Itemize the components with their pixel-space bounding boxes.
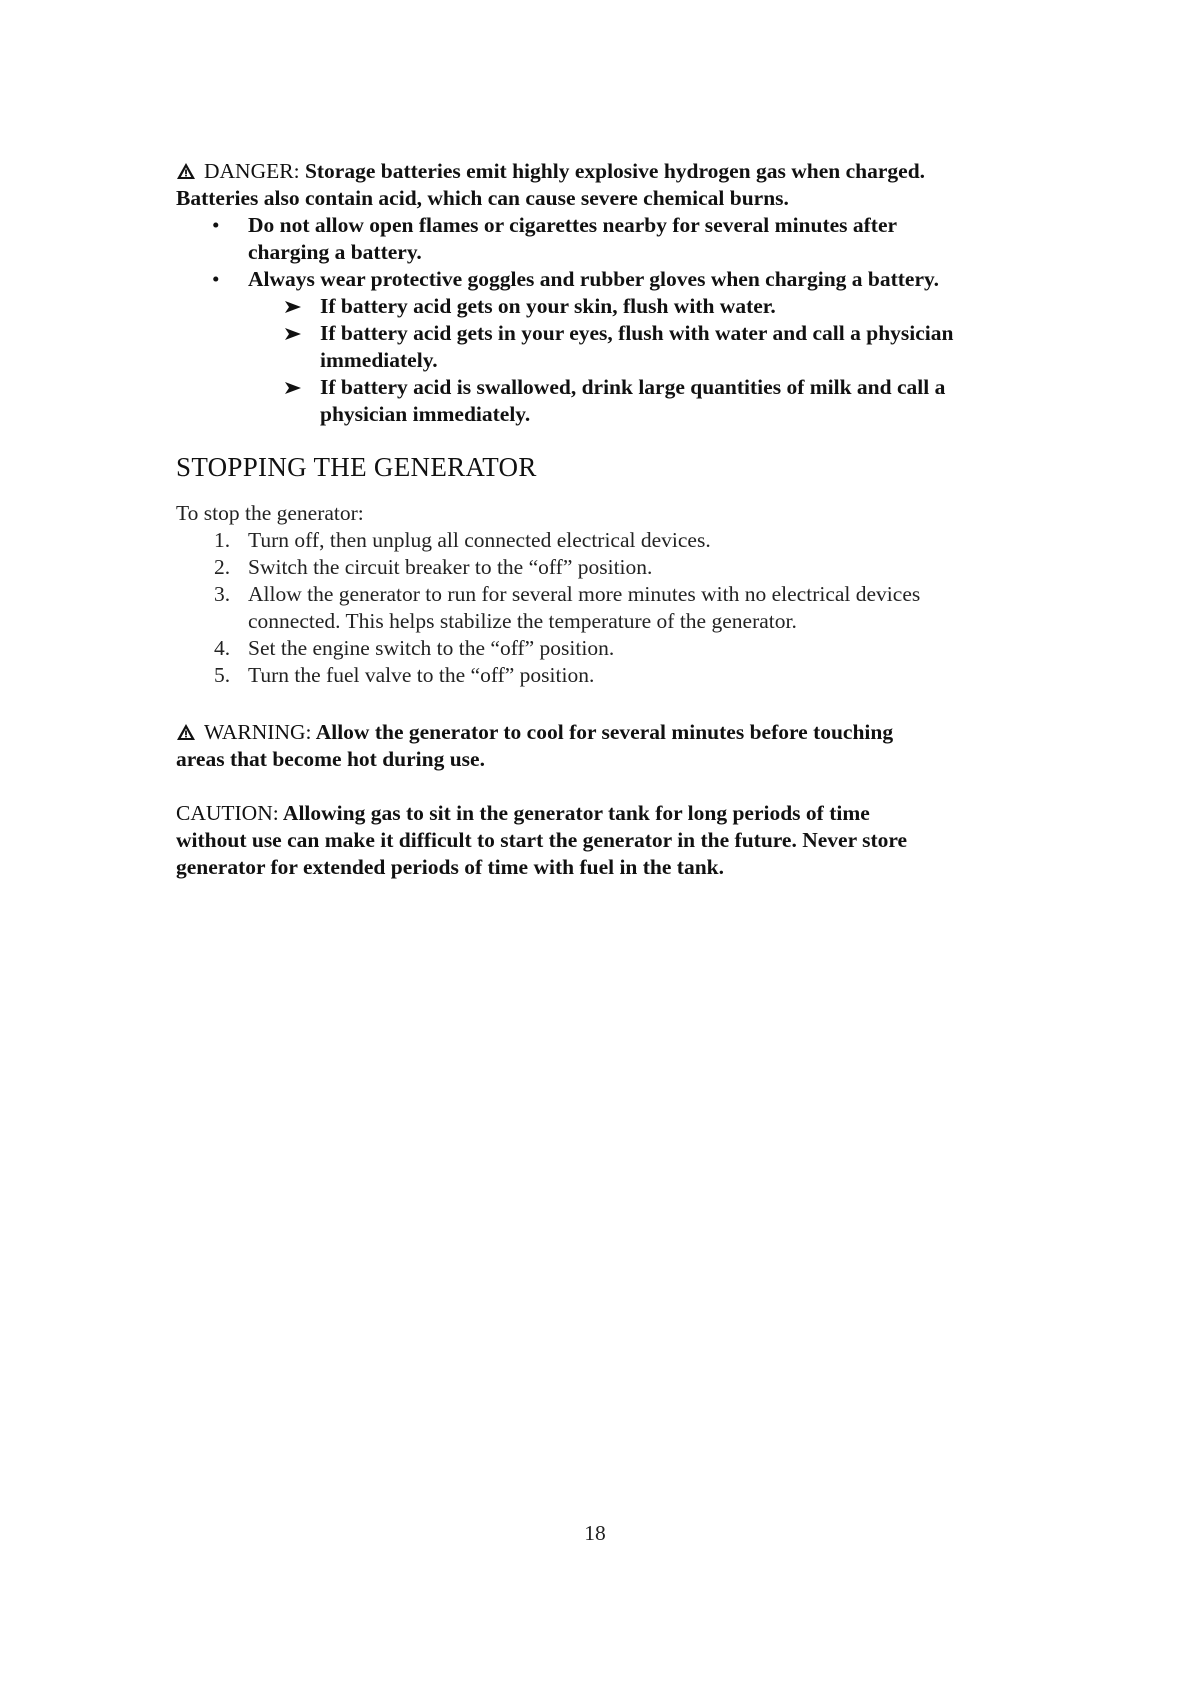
page-content <box>176 158 1026 881</box>
page-number: 18 <box>584 1521 606 1545</box>
step-text-line: Set the engine switch to the “off” position. <box>248 636 615 660</box>
step-text-line: connected. This helps stabilize the temperature of the generator. <box>248 609 797 633</box>
sub-bullet-text-line: If battery acid gets on your skin, flush with water. <box>320 294 776 318</box>
bullet-text-line: Do not allow open flames or cigarettes nearby for several minutes after <box>248 213 898 237</box>
warning-label: WARNING: <box>204 720 312 744</box>
step-number: 5. <box>214 663 231 687</box>
danger-text-line: Storage batteries emit highly explosive hydrogen gas when charged. <box>304 159 926 183</box>
sub-bullet-text-line: physician immediately. <box>320 402 531 426</box>
step-text-line: Turn off, then unplug all connected electrical devices. <box>248 528 711 552</box>
intro-text: To stop the generator: <box>176 501 364 525</box>
bullet-item <box>176 266 1026 293</box>
numbered-step <box>176 581 1026 635</box>
section-heading: STOPPING THE GENERATOR <box>176 452 537 482</box>
caution-text-line: Allowing gas to sit in the generator tank for long periods of time <box>282 801 870 825</box>
warning-line-1 <box>176 719 1026 746</box>
stopping-instructions <box>176 500 1026 689</box>
warning-triangle-icon <box>176 162 196 180</box>
warning-text-line: areas that become hot during use. <box>176 747 485 771</box>
danger-line-1 <box>176 158 1026 185</box>
caution-text-line: generator for extended periods of time with fuel in the tank. <box>176 855 724 879</box>
sub-bullet-text-line: If battery acid gets in your eyes, flush with water and call a physician <box>320 321 954 345</box>
caution-notice <box>176 800 1026 881</box>
sub-bullet-text-line: If battery acid is swallowed, drink large quantities of milk and call a <box>320 375 946 399</box>
arrow-bullet-icon <box>284 381 302 395</box>
bullet-text-line: charging a battery. <box>248 240 422 264</box>
numbered-step <box>176 635 1026 662</box>
numbered-step <box>176 662 1026 689</box>
danger-label: DANGER: <box>204 159 300 183</box>
caution-line-1 <box>176 800 1026 827</box>
step-text-line: Switch the circuit breaker to the “off” position. <box>248 555 653 579</box>
caution-label: CAUTION: <box>176 801 279 825</box>
warning-triangle-icon <box>176 723 196 741</box>
sub-bullet-text-line: immediately. <box>320 348 438 372</box>
bullet-dot-icon: • <box>212 267 220 291</box>
numbered-step <box>176 527 1026 554</box>
warning-text-line: Allow the generator to cool for several minutes before touching <box>315 720 894 744</box>
bullet-dot-icon: • <box>212 213 220 237</box>
arrow-bullet-icon <box>284 300 302 314</box>
step-number: 1. <box>214 528 231 552</box>
warning-notice <box>176 719 1026 773</box>
sub-bullet-item <box>176 320 1026 374</box>
caution-text-line: without use can make it difficult to start the generator in the future. Never store <box>176 828 908 852</box>
step-number: 2. <box>214 555 231 579</box>
danger-notice <box>176 158 1026 428</box>
arrow-bullet-icon <box>284 327 302 341</box>
bullet-text-line: Always wear protective goggles and rubber gloves when charging a battery. <box>248 267 939 291</box>
danger-text-line: Batteries also contain acid, which can cause severe chemical burns. <box>176 186 789 210</box>
step-number: 3. <box>214 582 231 606</box>
sub-bullet-item <box>176 374 1026 428</box>
sub-bullet-item <box>176 293 1026 320</box>
step-number: 4. <box>214 636 231 660</box>
step-text-line: Turn the fuel valve to the “off” position. <box>248 663 595 687</box>
numbered-step <box>176 554 1026 581</box>
bullet-item <box>176 212 1026 266</box>
step-text-line: Allow the generator to run for several more minutes with no electrical devices <box>248 582 921 606</box>
